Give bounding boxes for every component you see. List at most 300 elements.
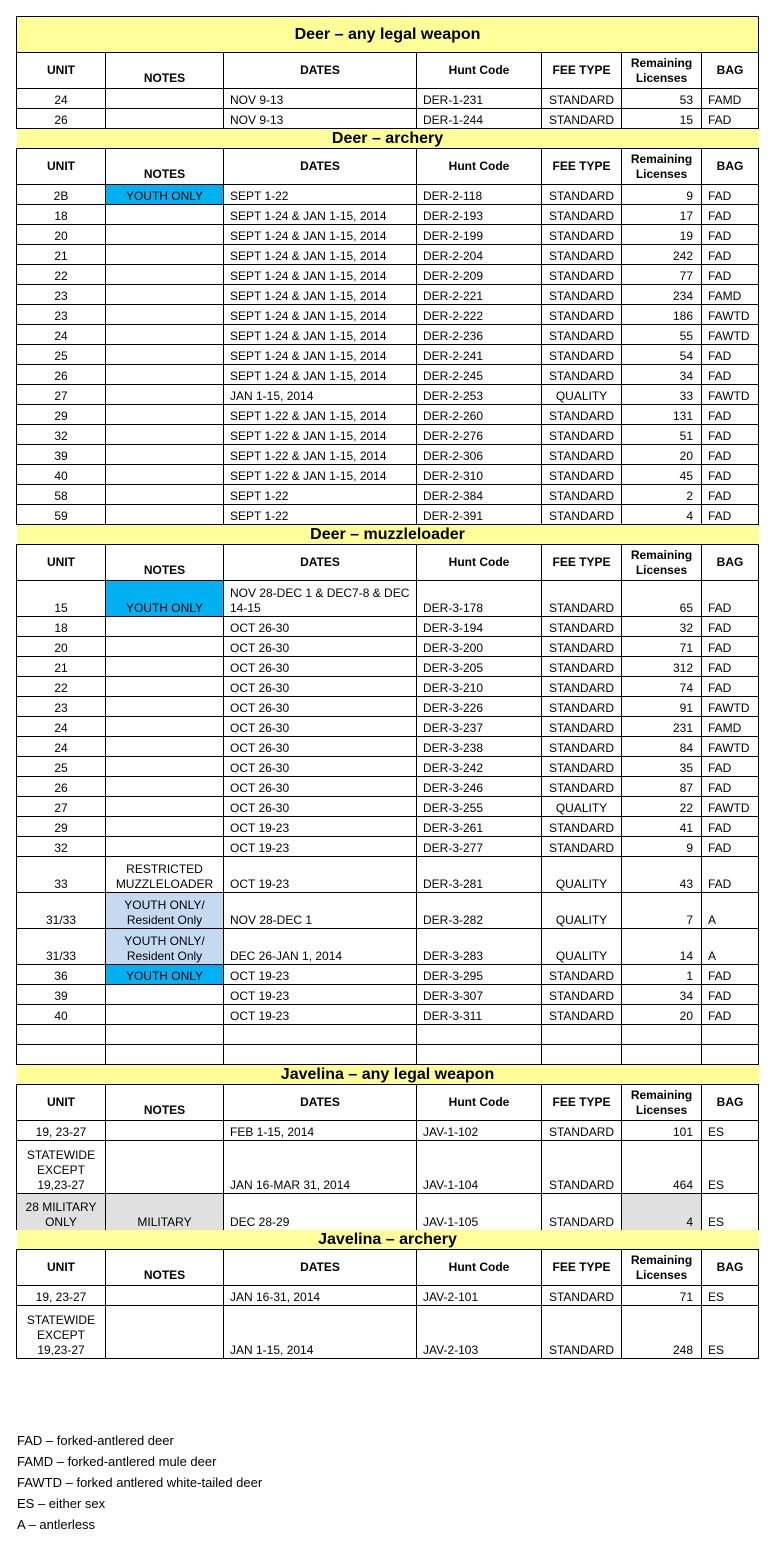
bag-cell: FAD (702, 1005, 759, 1025)
bag-cell: FAD (702, 857, 759, 893)
header-dates: DATES (224, 53, 417, 89)
fee-type-cell: STANDARD (542, 185, 622, 205)
dates-cell: OCT 19-23 (224, 817, 417, 837)
fee-type-cell: STANDARD (542, 505, 622, 525)
notes-cell (106, 405, 224, 425)
notes-cell (106, 305, 224, 325)
fee-type-cell: STANDARD (542, 325, 622, 345)
header-notes: NOTES (106, 149, 224, 185)
notes-cell (106, 1121, 224, 1141)
fee-type-cell: STANDARD (542, 265, 622, 285)
header-notes: NOTES (106, 1085, 224, 1121)
notes-cell (106, 657, 224, 677)
table-row (17, 1286, 759, 1306)
table-row (17, 109, 759, 129)
remaining-licenses-cell: 55 (622, 325, 702, 345)
bag-cell: ES (702, 1121, 759, 1141)
hunt-code-cell: JAV-1-102 (417, 1121, 542, 1141)
dates-cell (224, 1045, 417, 1065)
hunt-code-cell: DER-3-226 (417, 697, 542, 717)
fee-type-cell: STANDARD (542, 285, 622, 305)
table-row (17, 385, 759, 405)
dates-cell: SEPT 1-22 & JAN 1-15, 2014 (224, 445, 417, 465)
bag-cell: FAD (702, 225, 759, 245)
dates-cell: NOV 9-13 (224, 109, 417, 129)
notes-cell (106, 777, 224, 797)
remaining-licenses-cell: 53 (622, 89, 702, 109)
fee-type-cell: STANDARD (542, 305, 622, 325)
header-hunt-code: Hunt Code (417, 149, 542, 185)
remaining-licenses-cell: 242 (622, 245, 702, 265)
table-row (17, 893, 759, 929)
header-fee-type: FEE TYPE (542, 149, 622, 185)
bag-cell: FAWTD (702, 737, 759, 757)
hunt-code-cell: DER-2-199 (417, 225, 542, 245)
header-bag: BAG (702, 545, 759, 581)
unit-cell: 19, 23-27 (17, 1121, 106, 1141)
table-row (17, 1194, 759, 1230)
remaining-licenses-cell: 131 (622, 405, 702, 425)
fee-type-cell: STANDARD (542, 225, 622, 245)
remaining-licenses-cell: 34 (622, 365, 702, 385)
header-remaining-licenses: Remaining Licenses (622, 53, 702, 89)
hunt-code-cell: DER-3-237 (417, 717, 542, 737)
section-title-row (17, 525, 759, 545)
table-row (17, 837, 759, 857)
notes-cell (106, 345, 224, 365)
fee-type-cell: STANDARD (542, 1005, 622, 1025)
table-row (17, 285, 759, 305)
notes-cell (106, 1286, 224, 1306)
remaining-licenses-cell: 43 (622, 857, 702, 893)
notes-cell (106, 505, 224, 525)
remaining-licenses-cell: 45 (622, 465, 702, 485)
remaining-licenses-cell: 74 (622, 677, 702, 697)
hunt-code-cell: DER-2-221 (417, 285, 542, 305)
header-bag: BAG (702, 53, 759, 89)
notes-cell (106, 637, 224, 657)
hunt-code-cell: DER-3-261 (417, 817, 542, 837)
notes-cell (106, 677, 224, 697)
dates-cell: SEPT 1-24 & JAN 1-15, 2014 (224, 365, 417, 385)
bag-cell: FAD (702, 205, 759, 225)
notes-cell (106, 365, 224, 385)
hunt-code-cell: DER-3-283 (417, 929, 542, 965)
fee-type-cell: STANDARD (542, 697, 622, 717)
hunt-code-cell: DER-3-205 (417, 657, 542, 677)
dates-cell: OCT 26-30 (224, 617, 417, 637)
header-unit: UNIT (17, 545, 106, 581)
legend-item: FAD – forked-antlered deer (17, 1433, 174, 1448)
table-row (17, 185, 759, 205)
hunt-code-cell: DER-2-118 (417, 185, 542, 205)
column-header-row (17, 1085, 759, 1121)
header-dates: DATES (224, 149, 417, 185)
dates-cell: SEPT 1-22 & JAN 1-15, 2014 (224, 465, 417, 485)
fee-type-cell (542, 1025, 622, 1045)
dates-cell: OCT 26-30 (224, 757, 417, 777)
remaining-licenses-cell: 19 (622, 225, 702, 245)
dates-cell: OCT 26-30 (224, 797, 417, 817)
table-row (17, 717, 759, 737)
fee-type-cell: STANDARD (542, 717, 622, 737)
dates-cell: NOV 28-DEC 1 & DEC7-8 & DEC 14-15 (224, 581, 417, 617)
notes-cell (106, 985, 224, 1005)
unit-cell: 20 (17, 637, 106, 657)
unit-cell: 36 (17, 965, 106, 985)
dates-cell: JAN 1-15, 2014 (224, 385, 417, 405)
dates-cell: OCT 26-30 (224, 697, 417, 717)
notes-cell (106, 109, 224, 129)
hunt-code-cell: DER-3-200 (417, 637, 542, 657)
header-remaining-licenses: Remaining Licenses (622, 1250, 702, 1286)
fee-type-cell: QUALITY (542, 797, 622, 817)
dates-cell: FEB 1-15, 2014 (224, 1121, 417, 1141)
notes-cell (106, 1306, 224, 1359)
bag-cell: FAD (702, 637, 759, 657)
dates-cell: OCT 19-23 (224, 985, 417, 1005)
bag-cell: FAMD (702, 89, 759, 109)
hunt-code-cell: DER-3-242 (417, 757, 542, 777)
fee-type-cell: STANDARD (542, 205, 622, 225)
unit-cell: 40 (17, 1005, 106, 1025)
notes-cell (106, 737, 224, 757)
bag-cell (702, 1045, 759, 1065)
bag-cell: FAWTD (702, 305, 759, 325)
fee-type-cell: STANDARD (542, 757, 622, 777)
unit-cell: 18 (17, 205, 106, 225)
header-remaining-licenses: Remaining Licenses (622, 545, 702, 581)
unit-cell: 23 (17, 305, 106, 325)
remaining-licenses-cell (622, 1045, 702, 1065)
bag-cell: FAWTD (702, 385, 759, 405)
fee-type-cell: STANDARD (542, 1141, 622, 1194)
notes-cell: YOUTH ONLY (106, 185, 224, 205)
remaining-licenses-table (16, 16, 759, 1359)
header-unit: UNIT (17, 149, 106, 185)
notes-cell (106, 1045, 224, 1065)
dates-cell: SEPT 1-24 & JAN 1-15, 2014 (224, 345, 417, 365)
dates-cell: JAN 1-15, 2014 (224, 1306, 417, 1359)
notes-cell (106, 89, 224, 109)
bag-cell: FAD (702, 657, 759, 677)
remaining-licenses-cell: 186 (622, 305, 702, 325)
remaining-licenses-cell (622, 1025, 702, 1045)
hunt-code-cell: DER-3-246 (417, 777, 542, 797)
header-remaining-licenses: Remaining Licenses (622, 149, 702, 185)
notes-cell (106, 265, 224, 285)
bag-cell: FAD (702, 445, 759, 465)
dates-cell: OCT 26-30 (224, 737, 417, 757)
bag-cell: FAD (702, 345, 759, 365)
header-fee-type: FEE TYPE (542, 1250, 622, 1286)
unit-cell: 23 (17, 697, 106, 717)
remaining-licenses-cell: 14 (622, 929, 702, 965)
remaining-licenses-cell: 77 (622, 265, 702, 285)
remaining-licenses-cell: 41 (622, 817, 702, 837)
remaining-licenses-cell: 84 (622, 737, 702, 757)
header-unit: UNIT (17, 1250, 106, 1286)
unit-cell: 21 (17, 245, 106, 265)
dates-cell: SEPT 1-22 & JAN 1-15, 2014 (224, 405, 417, 425)
dates-cell: SEPT 1-24 & JAN 1-15, 2014 (224, 265, 417, 285)
unit-cell: 40 (17, 465, 106, 485)
hunt-code-cell: DER-3-210 (417, 677, 542, 697)
unit-cell: 22 (17, 265, 106, 285)
table-row (17, 345, 759, 365)
header-dates: DATES (224, 545, 417, 581)
bag-cell: FAD (702, 965, 759, 985)
unit-cell: 22 (17, 677, 106, 697)
dates-cell (224, 1025, 417, 1045)
table-row (17, 1025, 759, 1045)
notes-cell: RESTRICTED MUZZLELOADER (106, 857, 224, 893)
hunt-code-cell: DER-1-244 (417, 109, 542, 129)
unit-cell: 39 (17, 445, 106, 465)
remaining-licenses-cell: 65 (622, 581, 702, 617)
hunt-code-cell: DER-2-310 (417, 465, 542, 485)
unit-cell: 26 (17, 365, 106, 385)
hunt-license-table-container (16, 16, 758, 1359)
remaining-licenses-cell: 248 (622, 1306, 702, 1359)
table-row (17, 1121, 759, 1141)
unit-cell: 32 (17, 425, 106, 445)
dates-cell: SEPT 1-24 & JAN 1-15, 2014 (224, 325, 417, 345)
header-hunt-code: Hunt Code (417, 1250, 542, 1286)
header-dates: DATES (224, 1250, 417, 1286)
notes-cell (106, 425, 224, 445)
hunt-code-cell: DER-3-307 (417, 985, 542, 1005)
hunt-code-cell: DER-1-231 (417, 89, 542, 109)
fee-type-cell: STANDARD (542, 425, 622, 445)
remaining-licenses-cell: 312 (622, 657, 702, 677)
table-row (17, 737, 759, 757)
hunt-code-cell (417, 1045, 542, 1065)
unit-cell: 18 (17, 617, 106, 637)
unit-cell: 25 (17, 757, 106, 777)
header-hunt-code: Hunt Code (417, 53, 542, 89)
remaining-licenses-cell: 20 (622, 445, 702, 465)
fee-type-cell: STANDARD (542, 657, 622, 677)
dates-cell: NOV 28-DEC 1 (224, 893, 417, 929)
notes-cell: YOUTH ONLY/ Resident Only (106, 893, 224, 929)
section-title-row (17, 1065, 759, 1085)
header-hunt-code: Hunt Code (417, 1085, 542, 1121)
header-remaining-licenses: Remaining Licenses (622, 1085, 702, 1121)
table-row (17, 757, 759, 777)
hunt-code-cell: DER-3-295 (417, 965, 542, 985)
notes-cell (106, 245, 224, 265)
bag-cell: FAD (702, 757, 759, 777)
table-row (17, 245, 759, 265)
header-unit: UNIT (17, 1085, 106, 1121)
remaining-licenses-cell: 9 (622, 185, 702, 205)
unit-cell: 39 (17, 985, 106, 1005)
unit-cell: 24 (17, 717, 106, 737)
header-fee-type: FEE TYPE (542, 1085, 622, 1121)
table-row (17, 581, 759, 617)
unit-cell: 32 (17, 837, 106, 857)
bag-cell: FAMD (702, 285, 759, 305)
dates-cell: OCT 19-23 (224, 1005, 417, 1025)
remaining-licenses-cell: 34 (622, 985, 702, 1005)
table-row (17, 365, 759, 385)
notes-cell (106, 1005, 224, 1025)
bag-cell: FAD (702, 265, 759, 285)
fee-type-cell: STANDARD (542, 465, 622, 485)
remaining-licenses-cell: 91 (622, 697, 702, 717)
fee-type-cell: STANDARD (542, 637, 622, 657)
table-row (17, 657, 759, 677)
fee-type-cell: STANDARD (542, 89, 622, 109)
notes-cell (106, 1141, 224, 1194)
section-title: Javelina – any legal weapon (17, 1065, 759, 1085)
table-row (17, 965, 759, 985)
table-row (17, 929, 759, 965)
header-bag: BAG (702, 1250, 759, 1286)
notes-cell: YOUTH ONLY (106, 965, 224, 985)
unit-cell: 20 (17, 225, 106, 245)
dates-cell: OCT 26-30 (224, 657, 417, 677)
table-row (17, 1045, 759, 1065)
notes-cell (106, 385, 224, 405)
remaining-licenses-cell: 22 (622, 797, 702, 817)
hunt-code-cell: DER-2-306 (417, 445, 542, 465)
remaining-licenses-cell: 32 (622, 617, 702, 637)
unit-cell: 31/33 (17, 929, 106, 965)
section-title: Deer – muzzleloader (17, 525, 759, 545)
dates-cell: SEPT 1-22 (224, 485, 417, 505)
remaining-licenses-cell: 234 (622, 285, 702, 305)
header-bag: BAG (702, 1085, 759, 1121)
hunt-code-cell: DER-3-277 (417, 837, 542, 857)
remaining-licenses-cell: 15 (622, 109, 702, 129)
dates-cell: OCT 19-23 (224, 857, 417, 893)
unit-cell: 19, 23-27 (17, 1286, 106, 1306)
table-row (17, 637, 759, 657)
header-hunt-code: Hunt Code (417, 545, 542, 581)
unit-cell: 25 (17, 345, 106, 365)
notes-cell (106, 717, 224, 737)
unit-cell: 27 (17, 385, 106, 405)
table-row (17, 265, 759, 285)
hunt-code-cell: DER-2-204 (417, 245, 542, 265)
fee-type-cell: STANDARD (542, 817, 622, 837)
dates-cell: SEPT 1-22 (224, 185, 417, 205)
remaining-licenses-cell: 4 (622, 1194, 702, 1230)
bag-cell: FAD (702, 617, 759, 637)
header-dates: DATES (224, 1085, 417, 1121)
table-row (17, 305, 759, 325)
header-notes: NOTES (106, 53, 224, 89)
dates-cell: NOV 9-13 (224, 89, 417, 109)
bag-cell: FAD (702, 365, 759, 385)
hunt-code-cell: DER-2-209 (417, 265, 542, 285)
fee-type-cell: STANDARD (542, 837, 622, 857)
bag-cell: FAWTD (702, 325, 759, 345)
fee-type-cell: QUALITY (542, 857, 622, 893)
dates-cell: DEC 28-29 (224, 1194, 417, 1230)
unit-cell: 24 (17, 737, 106, 757)
bag-cell: FAD (702, 425, 759, 445)
remaining-licenses-cell: 464 (622, 1141, 702, 1194)
remaining-licenses-cell: 33 (622, 385, 702, 405)
section-title-row (17, 17, 759, 53)
header-fee-type: FEE TYPE (542, 545, 622, 581)
remaining-licenses-cell: 101 (622, 1121, 702, 1141)
notes-cell (106, 837, 224, 857)
unit-cell: 33 (17, 857, 106, 893)
notes-cell (106, 697, 224, 717)
table-row (17, 617, 759, 637)
bag-cell: FAD (702, 485, 759, 505)
hunt-code-cell: DER-2-193 (417, 205, 542, 225)
dates-cell: OCT 26-30 (224, 717, 417, 737)
fee-type-cell: STANDARD (542, 1194, 622, 1230)
legend-item: FAMD – forked-antlered mule deer (17, 1454, 217, 1469)
table-row (17, 985, 759, 1005)
dates-cell: SEPT 1-24 & JAN 1-15, 2014 (224, 245, 417, 265)
table-row (17, 325, 759, 345)
dates-cell: OCT 19-23 (224, 837, 417, 857)
bag-cell: ES (702, 1141, 759, 1194)
fee-type-cell: STANDARD (542, 677, 622, 697)
dates-cell: JAN 16-31, 2014 (224, 1286, 417, 1306)
fee-type-cell: STANDARD (542, 405, 622, 425)
hunt-code-cell: DER-2-391 (417, 505, 542, 525)
hunt-code-cell: DER-3-178 (417, 581, 542, 617)
remaining-licenses-cell: 71 (622, 637, 702, 657)
remaining-licenses-cell: 9 (622, 837, 702, 857)
remaining-licenses-cell: 17 (622, 205, 702, 225)
hunt-code-cell: DER-2-222 (417, 305, 542, 325)
dates-cell: OCT 26-30 (224, 677, 417, 697)
remaining-licenses-cell: 1 (622, 965, 702, 985)
fee-type-cell: STANDARD (542, 245, 622, 265)
bag-cell: FAD (702, 245, 759, 265)
dates-cell: SEPT 1-22 (224, 505, 417, 525)
table-row (17, 485, 759, 505)
fee-type-cell: STANDARD (542, 985, 622, 1005)
unit-cell: 21 (17, 657, 106, 677)
remaining-licenses-cell: 51 (622, 425, 702, 445)
hunt-code-cell: DER-2-241 (417, 345, 542, 365)
header-fee-type: FEE TYPE (542, 53, 622, 89)
column-header-row (17, 149, 759, 185)
unit-cell: 29 (17, 405, 106, 425)
bag-cell: A (702, 893, 759, 929)
hunt-code-cell: DER-3-194 (417, 617, 542, 637)
unit-cell: 27 (17, 797, 106, 817)
dates-cell: SEPT 1-24 & JAN 1-15, 2014 (224, 225, 417, 245)
unit-cell: 59 (17, 505, 106, 525)
unit-cell: 26 (17, 777, 106, 797)
bag-cell: A (702, 929, 759, 965)
legend-item: A – antlerless (17, 1517, 96, 1532)
unit-cell (17, 1025, 106, 1045)
remaining-licenses-cell: 71 (622, 1286, 702, 1306)
fee-type-cell: QUALITY (542, 385, 622, 405)
bag-cell: FAD (702, 985, 759, 1005)
notes-cell: YOUTH ONLY/ Resident Only (106, 929, 224, 965)
table-row (17, 405, 759, 425)
notes-cell (106, 325, 224, 345)
dates-cell: SEPT 1-24 & JAN 1-15, 2014 (224, 205, 417, 225)
fee-type-cell: STANDARD (542, 365, 622, 385)
bag-cell: FAD (702, 677, 759, 697)
table-row (17, 777, 759, 797)
hunt-code-cell: JAV-2-103 (417, 1306, 542, 1359)
